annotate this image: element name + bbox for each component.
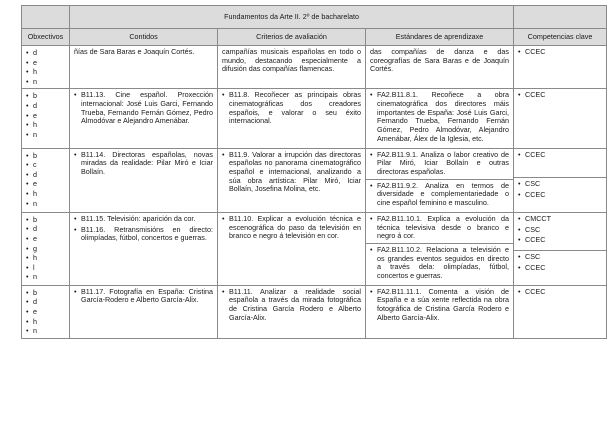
competencias-cell — [514, 89, 607, 148]
competency-item: • CCEC — [518, 151, 602, 160]
objective-item: • n — [26, 199, 65, 209]
objective-item: • e — [26, 234, 65, 244]
competency-item: • CCEC — [518, 264, 602, 273]
table-row — [22, 89, 607, 148]
corner-cell-right — [514, 6, 607, 29]
criterios-cell — [218, 46, 366, 89]
objective-item: • e — [26, 58, 65, 68]
estandares-cell — [366, 285, 514, 338]
contidos-cell — [70, 89, 218, 148]
corner-cell — [22, 6, 70, 29]
objective-item: • l — [26, 263, 65, 273]
header-competencias: Competencias clave — [514, 29, 607, 46]
estandares-cell — [366, 148, 514, 212]
competency-item: • CCEC — [518, 236, 602, 245]
obxectivos-cell — [22, 89, 70, 148]
criterion-text: campañías musicais españolas en todo o mundo, destacando especialmente a difusión das compañías flamencas. — [222, 47, 361, 74]
objective-item: • e — [26, 307, 65, 317]
content-text: ñías de Sara Baras e Joaquín Cortés. — [74, 47, 195, 56]
criterios-cell — [218, 212, 366, 285]
standard-item: • FA2.B11.10.1. Explica a evolución da técnica televisiva desde o branco e negro á cor. — [370, 215, 509, 241]
objective-item: • h — [26, 189, 65, 199]
criterion-item: • B11.9. Valorar a irrupción das directoras españolas no panorama cinematográfico español e internacional, analizando a súa obra artística: Pilar Miró, Iciar Bollaín, Josefina Molina, etc. — [222, 151, 361, 195]
estandares-cell — [366, 89, 514, 148]
criterion-item: • B11.11. Analizar a realidade social española a través da mirada fotográfica de Cristina García Rodero e Alberto García-Alix. — [222, 288, 361, 323]
competency-item: • CCEC — [518, 48, 602, 57]
content-item: • B11.14. Directoras españolas, novas miradas da realidade: Pilar Miró e Iciar Bollaín. — [74, 151, 213, 177]
standard-item: • FA2.B11.8.1. Recoñece a obra cinematográfica dos directores máis importantes de España: José Luis Garci, Fernando Trueba, Fernando Fernán Gómez, Pedro Almodóvar, Alejandro Amenábar, Álex de la Iglesia, etc. — [370, 91, 509, 143]
competencias-cell — [514, 46, 607, 89]
objective-item: • n — [26, 77, 65, 87]
contidos-cell — [70, 148, 218, 212]
obxectivos-cell — [22, 148, 70, 212]
objective-item: • d — [26, 101, 65, 111]
objective-item: • b — [26, 151, 65, 161]
table-row — [22, 46, 607, 89]
sub-standard — [366, 179, 513, 208]
curriculum-page — [21, 5, 606, 339]
competencias-cell — [514, 285, 607, 338]
header-contidos: Contidos — [70, 29, 218, 46]
objective-item: • n — [26, 130, 65, 140]
header-row — [22, 29, 607, 46]
header-criterios: Criterios de avaliación — [218, 29, 366, 46]
objective-item: • g — [26, 244, 65, 254]
objective-item: • b — [26, 215, 65, 225]
sub-competencies — [514, 250, 606, 272]
competencias-cell — [514, 148, 607, 212]
competency-item: • CMCCT — [518, 215, 602, 224]
content-item: • B11.15. Televisión: aparición da cor. — [74, 215, 213, 224]
objective-item: • h — [26, 253, 65, 263]
standard-item: • FA2.B11.10.2. Relaciona a televisión e os grandes eventos seguidos en directo a través dela: olimpíadas, fútbol, concertos e guerras. — [370, 246, 509, 281]
sub-competencies — [514, 177, 606, 199]
objective-item: • n — [26, 326, 65, 336]
objective-item: • h — [26, 317, 65, 327]
competency-item: • CSC — [518, 180, 602, 189]
competency-item: • CCEC — [518, 91, 602, 100]
contidos-cell — [70, 285, 218, 338]
criterios-cell — [218, 148, 366, 212]
obxectivos-cell — [22, 212, 70, 285]
table-title: Fundamentos da Arte II. 2º de bacharelato — [70, 6, 514, 29]
criterios-cell — [218, 89, 366, 148]
competency-item: • CSC — [518, 226, 602, 235]
table-row — [22, 285, 607, 338]
standard-item: • FA2.B11.11.1. Comenta a visión de España e a súa xente reflectida na obra fotográfica de Cristina García Rodero e Alberto García-Alix. — [370, 288, 509, 323]
objective-item: • e — [26, 179, 65, 189]
table-row — [22, 148, 607, 212]
objective-item: • h — [26, 120, 65, 130]
objective-item: • h — [26, 67, 65, 77]
objective-item: • b — [26, 91, 65, 101]
table-row — [22, 212, 607, 285]
content-item: • B11.16. Retransmisións en directo: olimpíadas, fútbol, concertos e guerras. — [74, 226, 213, 243]
objective-item: • b — [26, 288, 65, 298]
criterion-item: • B11.10. Explicar a evolución técnica e escenográfica do paso da televisión en branco e negro á televisión en cor. — [222, 215, 361, 241]
content-item: • B11.13. Cine español. Proxección internacional: José Luis Garci, Fernando Trueba, Fernando Fernán Gómez, Pedro Almodóvar e Alejandro Amenábar. — [74, 91, 213, 126]
obxectivos-cell — [22, 46, 70, 89]
obxectivos-cell — [22, 285, 70, 338]
title-row — [22, 6, 607, 29]
criterios-cell — [218, 285, 366, 338]
competencias-cell — [514, 212, 607, 285]
header-obxectivos: Obxectivos — [22, 29, 70, 46]
objective-item: • d — [26, 224, 65, 234]
objective-item: • n — [26, 272, 65, 282]
competency-item: • CSC — [518, 253, 602, 262]
content-item: • B11.17. Fotografía en España: Cristina García-Rodero e Alberto García-Alix. — [74, 288, 213, 305]
criterion-item: • B11.8. Recoñecer as principais obras cinematográficas dos creadores españois, e valorar o seu éxito internacional. — [222, 91, 361, 126]
contidos-cell — [70, 46, 218, 89]
objective-item: • d — [26, 170, 65, 180]
estandares-cell — [366, 46, 514, 89]
standard-item: • FA2.B11.9.1. Analiza o labor creativo de Pilar Miró, Iciar Bollaín e outras directoras españolas. — [370, 151, 509, 177]
standard-item: • FA2.B11.9.2. Analiza en termos de diversidade e complementariedade o cine español feminino e masculino. — [370, 182, 509, 208]
curriculum-table — [21, 5, 607, 339]
sub-standard — [366, 243, 513, 281]
objective-item: • c — [26, 160, 65, 170]
estandares-cell — [366, 212, 514, 285]
objective-item: • d — [26, 297, 65, 307]
objective-item: • e — [26, 111, 65, 121]
competency-item: • CCEC — [518, 191, 602, 200]
contidos-cell — [70, 212, 218, 285]
objective-item: • d — [26, 48, 65, 58]
standard-text: das compañías de danza e das coreografías de Sara Baras e de Joaquín Cortés. — [370, 47, 510, 74]
header-estandares: Estándares de aprendizaxe — [366, 29, 514, 46]
competency-item: • CCEC — [518, 288, 602, 297]
